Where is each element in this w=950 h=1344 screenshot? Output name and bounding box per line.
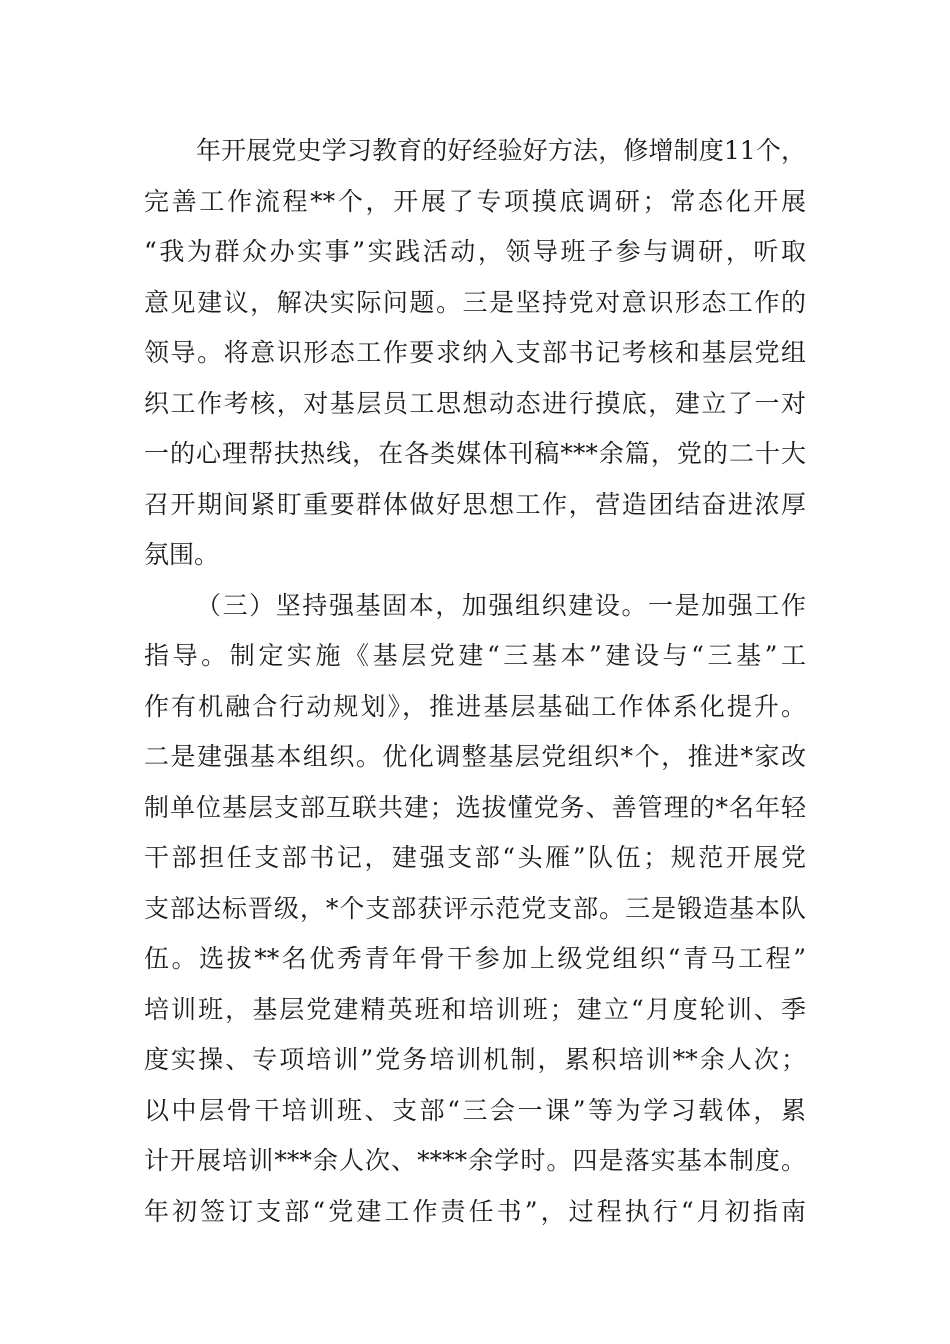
text-line: 伍。选拔**名优秀青年骨干参加上级党组织“青马工程” — [144, 944, 806, 973]
text-line: “我为群众办实事”实践活动，领导班子参与调研，听取 — [144, 237, 806, 266]
text-line: 一的心理帮扶热线，在各类媒体刊稿***余篇，党的二十大 — [144, 439, 806, 468]
text-line: 召开期间紧盯重要群体做好思想工作，营造团结奋进浓厚 — [144, 489, 806, 519]
text-line: 指导。制定实施《基层党建“三基本”建设与“三基”工 — [144, 641, 806, 670]
text-line: 制单位基层支部互联共建；选拔懂党务、善管理的*名年轻 — [144, 792, 806, 822]
text-line: 氛围。 — [144, 540, 220, 569]
text-line: 意见建议，解决实际问题。三是坚持党对意识形态工作的 — [144, 287, 806, 317]
text-line: 领导。将意识形态工作要求纳入支部书记考核和基层党组 — [144, 338, 806, 367]
text-line: 计开展培训***余人次、****余学时。四是落实基本制度。 — [144, 1146, 806, 1175]
body-text — [144, 126, 806, 1237]
text-line: 年初签订支部“党建工作责任书”，过程执行“月初指南 — [144, 1196, 806, 1226]
text-line: 二是建强基本组织。优化调整基层党组织*个，推进*家改 — [144, 742, 806, 771]
text-line: 年开展党史学习教育的好经验好方法，修增制度11个， — [196, 136, 806, 165]
text-line: （三）坚持强基固本，加强组织建设。一是加强工作 — [196, 590, 806, 620]
text-line: 织工作考核，对基层员工思想动态进行摸底，建立了一对 — [144, 388, 806, 418]
text-line: 完善工作流程**个，开展了专项摸底调研；常态化开展 — [144, 186, 806, 216]
text-line: 度实操、专项培训”党务培训机制，累积培训**余人次； — [144, 1045, 806, 1074]
text-line: 支部达标晋级，*个支部获评示范党支部。三是锻造基本队 — [144, 893, 806, 923]
text-line: 培训班，基层党建精英班和培训班；建立“月度轮训、季 — [144, 994, 806, 1024]
text-line: 干部担任支部书记，建强支部“头雁”队伍；规范开展党 — [144, 843, 806, 872]
text-line: 作有机融合行动规划》，推进基层基础工作体系化提升。 — [144, 691, 806, 721]
text-line: 以中层骨干培训班、支部“三会一课”等为学习载体，累 — [144, 1095, 806, 1125]
